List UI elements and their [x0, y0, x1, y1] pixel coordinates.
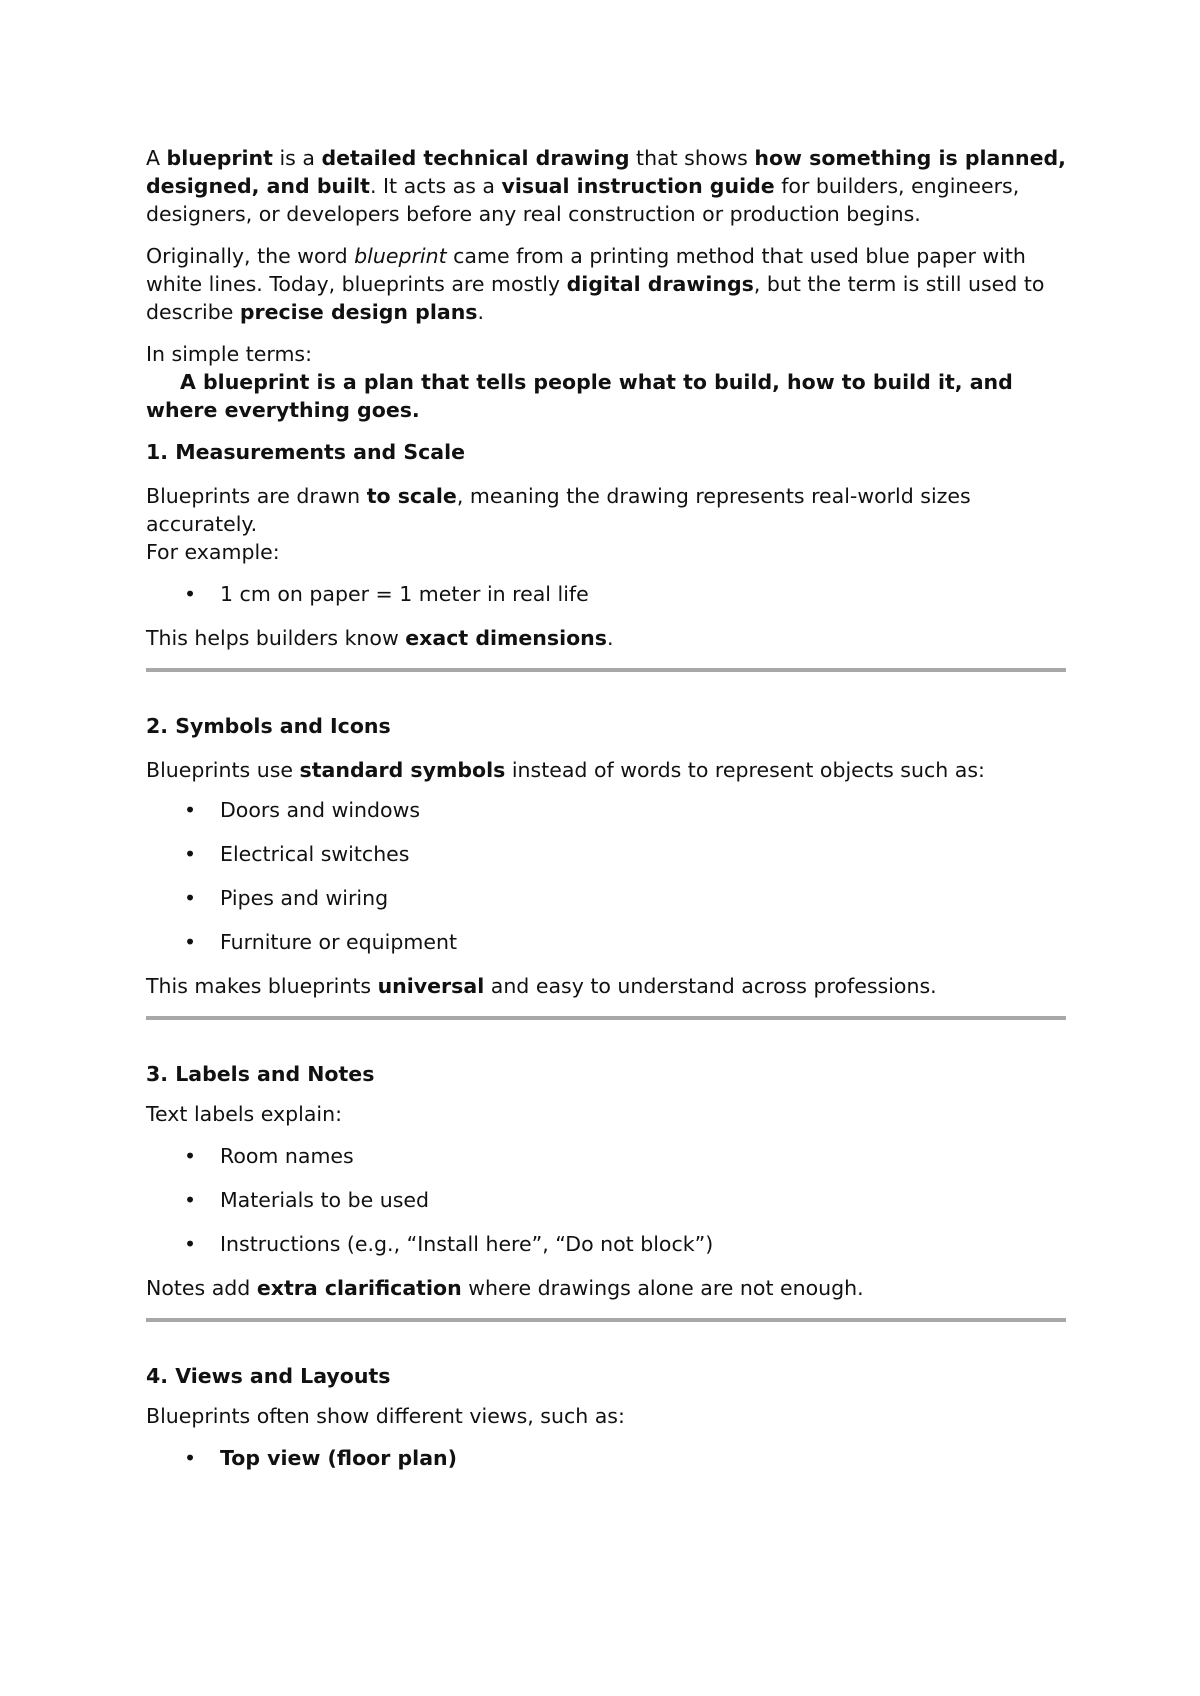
document-page — [146, 144, 1066, 1488]
list-item-text: Top view (floor plan) — [220, 1446, 458, 1470]
text-run: Notes add — [146, 1276, 257, 1300]
list-item-text: Room names — [220, 1144, 354, 1168]
bullet-icon: • — [184, 1446, 197, 1470]
text-run: that shows — [629, 146, 755, 170]
list-item — [146, 1444, 1066, 1472]
bold-run: blueprint — [166, 146, 273, 170]
text-run: is a — [272, 146, 322, 170]
section-divider — [146, 1318, 1066, 1322]
bold-run: exact dimensions — [405, 626, 607, 650]
text-run: , meaning the drawing represents real-world sizes accurately. — [146, 484, 971, 536]
list-item-text: Furniture or equipment — [220, 930, 457, 954]
text-run: and easy to understand across professions. — [484, 974, 937, 998]
section-3-paragraph: Text labels explain: — [146, 1102, 343, 1126]
section-heading-views: 4. Views and Layouts — [146, 1364, 391, 1388]
text-run: Originally, the word — [146, 244, 355, 268]
text-run: for builders, engineers, designers, or developers before any real construction or production begins. — [146, 174, 1020, 226]
bullet-icon: • — [184, 798, 197, 822]
list-item — [146, 1142, 1066, 1170]
text-run: This helps builders know — [146, 626, 406, 650]
simple-terms-label: In simple terms: — [146, 342, 313, 366]
list-item-text: Electrical switches — [220, 842, 410, 866]
section-heading-labels: 3. Labels and Notes — [146, 1062, 375, 1086]
section-3-conclusion — [146, 1274, 1066, 1302]
list-item-text: Doors and windows — [220, 798, 421, 822]
blueprint-definition-quote — [146, 368, 1066, 424]
bold-run: universal — [377, 974, 485, 998]
bold-run: visual instruction guide — [501, 174, 775, 198]
section-divider — [146, 1016, 1066, 1020]
list-item — [146, 928, 1066, 956]
section-2-bullet-list — [146, 796, 1066, 956]
section-heading-symbols: 2. Symbols and Icons — [146, 714, 391, 738]
text-run: . — [606, 626, 614, 650]
bold-run: to scale — [366, 484, 457, 508]
list-item — [146, 840, 1066, 868]
list-item-text: Instructions (e.g., “Install here”, “Do not block”) — [220, 1232, 714, 1256]
bullet-icon: • — [184, 930, 197, 954]
bold-run: standard symbols — [299, 758, 506, 782]
text-run: This makes blueprints — [146, 974, 378, 998]
bullet-icon: • — [184, 1232, 197, 1256]
text-run: . It acts as a — [369, 174, 502, 198]
list-item — [146, 1186, 1066, 1214]
bold-run: digital drawings — [566, 272, 754, 296]
text-run: A — [146, 146, 167, 170]
section-1-bullet-list — [146, 580, 1066, 608]
text-run: where drawings alone are not enough. — [461, 1276, 864, 1300]
list-item-text: 1 cm on paper = 1 meter in real life — [220, 582, 589, 606]
bullet-icon: • — [184, 1144, 197, 1168]
section-heading-measurements: 1. Measurements and Scale — [146, 440, 466, 464]
list-item — [146, 796, 1066, 824]
section-2-paragraph — [146, 756, 1066, 784]
intro-paragraph-1 — [146, 144, 1066, 228]
list-item — [146, 1230, 1066, 1258]
section-1-paragraph — [146, 482, 1066, 538]
text-run: , but the term is still used to describe — [146, 272, 1045, 324]
bullet-icon: • — [184, 886, 197, 910]
italic-run: blueprint — [354, 244, 447, 268]
list-item — [146, 580, 1066, 608]
quote-text: A blueprint is a plan that tells people what to build, how to build it, and where everything goes. — [146, 370, 1013, 422]
text-run: came from a printing method that used blue paper with white lines. Today, blueprints are mostly — [146, 244, 1026, 296]
bold-run: detailed technical drawing — [321, 146, 630, 170]
bullet-icon: • — [184, 842, 197, 866]
section-divider — [146, 668, 1066, 672]
text-run: Blueprints use — [146, 758, 300, 782]
bold-run: extra clarification — [256, 1276, 462, 1300]
text-run: Blueprints are drawn — [146, 484, 367, 508]
bullet-icon: • — [184, 1188, 197, 1212]
list-item-text: Pipes and wiring — [220, 886, 389, 910]
section-1-conclusion — [146, 624, 1066, 652]
section-2-conclusion — [146, 972, 1066, 1000]
bullet-icon: • — [184, 582, 197, 606]
text-run: instead of words to represent objects such as: — [505, 758, 985, 782]
section-3-bullet-list — [146, 1142, 1066, 1258]
bold-run: how something is planned, designed, and built — [146, 146, 1066, 198]
intro-paragraph-2 — [146, 242, 1066, 326]
section-4-paragraph: Blueprints often show different views, such as: — [146, 1404, 625, 1428]
for-example-label: For example: — [146, 540, 280, 564]
list-item-text: Materials to be used — [220, 1188, 430, 1212]
section-4-bullet-list — [146, 1444, 1066, 1472]
text-run: . — [477, 300, 485, 324]
list-item — [146, 884, 1066, 912]
bold-run: precise design plans — [239, 300, 478, 324]
